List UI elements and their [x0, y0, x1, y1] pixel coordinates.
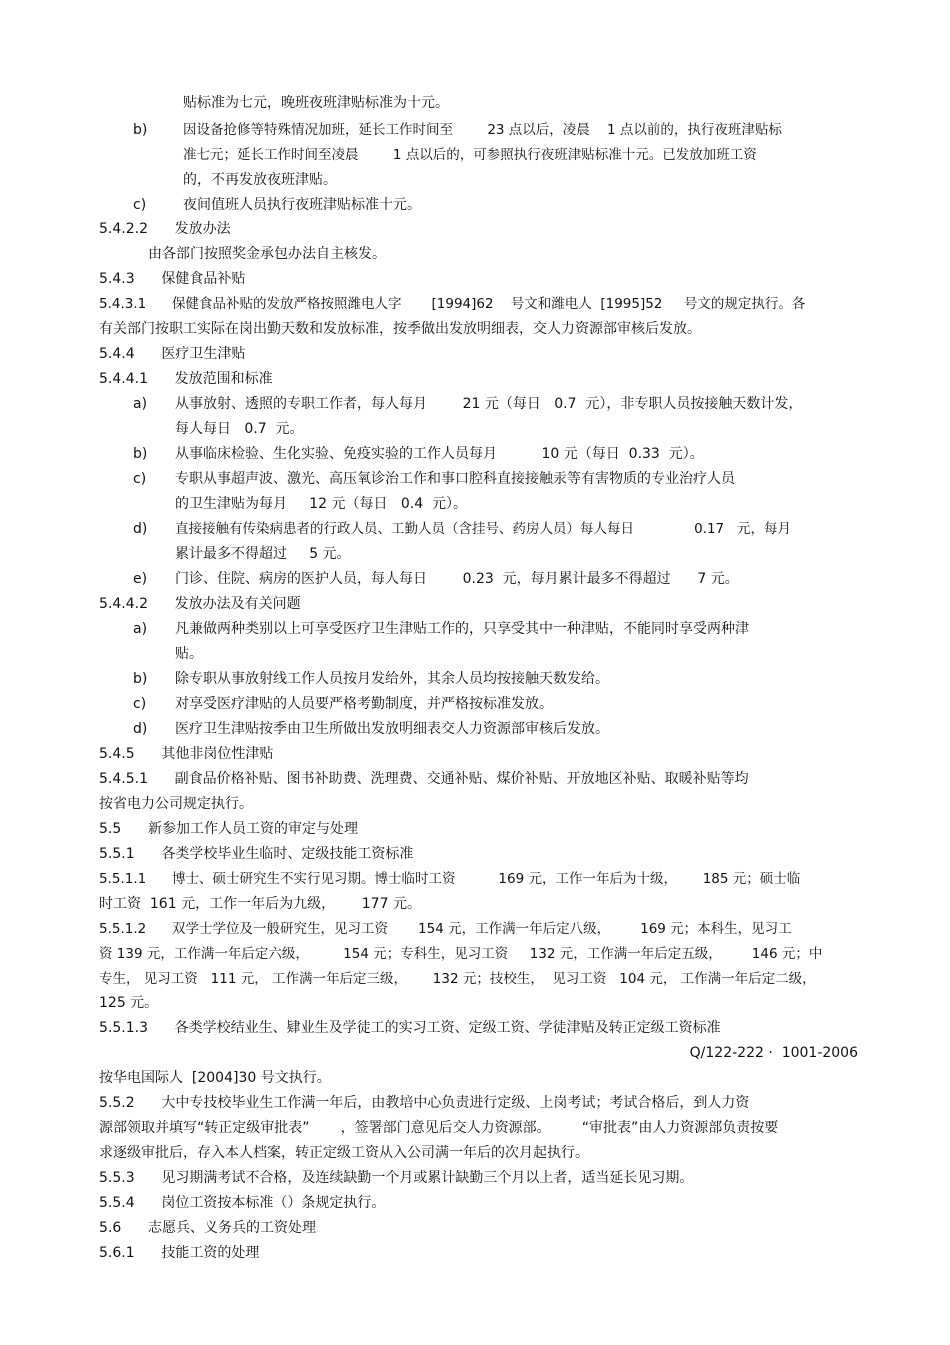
section-heading: 5.5 新参加工作人员工资的审定与处理	[99, 821, 358, 837]
text-line: 直接接触有传染病患者的行政人员、工勤人员（含挂号、药房人员）每人每日 0.17 元，每月	[175, 521, 792, 537]
text-line: 按省电力公司规定执行。	[99, 796, 253, 812]
text-line: 门诊、住院、病房的医护人员，每人每日 0.23 元，每月累计最多不得超过 7 元。	[175, 571, 739, 587]
text-line: 准七元；延长工作时间至凌晨 1 点以后的，可参照执行夜班津贴标准十元。已发放加班工资	[183, 147, 757, 163]
list-marker: d)	[133, 521, 148, 537]
list-marker: b)	[133, 446, 148, 462]
section-heading: 5.5.1 各类学校毕业生临时、定级技能工资标准	[99, 846, 414, 862]
text-line: 除专职从事放射线工作人员按月发给外，其余人员均按接触天数发给。	[175, 671, 609, 687]
text-line: 的，不再发放夜班津贴。	[183, 172, 337, 188]
text-line: 5.5.1.2 双学士学位及一般研究生，见习工资 154 元，工作满一年后定八级， 169 元；本科生，见习工	[99, 921, 792, 937]
list-marker: b)	[133, 671, 148, 687]
list-marker: d)	[133, 721, 148, 737]
list-marker: e)	[133, 571, 148, 587]
list-marker: c)	[133, 696, 147, 712]
text-line: 5.5.3 见习期满考试不合格，及连续缺勤一个月或累计缺勤三个月以上者，适当延长见习期。	[99, 1170, 694, 1186]
text-line: 按华电国际人 [2004]30 号文执行。	[99, 1070, 331, 1086]
section-heading: 5.6.1 技能工资的处理	[99, 1245, 260, 1261]
text-line: 凡兼做两种类别以上可享受医疗卫生津贴工作的，只享受其中一种津贴，不能同时享受两种津	[175, 621, 749, 637]
standard-number: Q/122-222 · 1001-2006	[689, 1045, 858, 1061]
list-marker: a)	[133, 396, 148, 412]
list-marker: c)	[133, 471, 147, 487]
text-line: 累计最多不得超过 5 元。	[175, 546, 351, 562]
text-line: 5.5.4 岗位工资按本标准（）条规定执行。	[99, 1195, 386, 1211]
text-line: 贴标准为七元，晚班夜班津贴标准为十元。	[183, 95, 449, 111]
text-line: 因设备抢修等特殊情况加班，延长工作时间至 23 点以后，凌晨 1 点以前的，执行夜班津贴标	[183, 122, 782, 138]
text-line: 专职从事超声波、激光、高压氧诊治工作和事口腔科直接接触汞等有害物质的专业治疗人员	[175, 471, 735, 487]
text-line: 专生， 见习工资 111 元， 工作满一年后定三级， 132 元；技校生， 见习工资 104 元， 工作满一年后定二级，	[99, 971, 816, 987]
text-line: 5.5.2 大中专技校毕业生工作满一年后，由教培中心负责进行定级、上岗考试；考试合格后，到人力资	[99, 1095, 750, 1111]
text-line: 125 元。	[99, 995, 159, 1011]
section-heading: 5.6 志愿兵、义务兵的工资处理	[99, 1220, 316, 1236]
section-heading: 5.4.5 其他非岗位性津贴	[99, 746, 274, 762]
text-line: 5.4.5.1 副食品价格补贴、图书补助费、洗理费、交通补贴、煤价补贴、开放地区补贴、取暖补贴等均	[99, 771, 749, 787]
text-line: 的卫生津贴为每月 12 元（每日 0.4 元）。	[175, 496, 468, 512]
text-line: 对享受医疗津贴的人员要严格考勤制度，并严格按标准发放。	[175, 696, 553, 712]
text-line: 每人每日 0.7 元。	[175, 421, 304, 437]
section-heading: 5.4.2.2 发放办法	[99, 221, 231, 237]
text-line: 5.5.1.1 博士、硕士研究生不实行见习期。博士临时工资 169 元，工作一年后为十级， 185 元；硕士临	[99, 871, 801, 887]
text-line: 5.4.3.1 保健食品补贴的发放严格按照潍电人字 [1994]62 号文和潍电人 [1995]52 号文的规定执行。各	[99, 296, 806, 312]
text-line: 由各部门按照奖金承包办法自主核发。	[148, 246, 386, 262]
text-line: 有关部门按职工实际在岗出勤天数和发放标准，按季做出发放明细表，交人力资源部审核后发放。	[99, 321, 701, 337]
text-line: 5.5.1.3 各类学校结业生、肄业生及学徒工的实习工资、定级工资、学徒津贴及转正定级工资标准	[99, 1020, 721, 1036]
list-marker: b)	[133, 122, 148, 138]
text-line: 夜间值班人员执行夜班津贴标准十元。	[183, 197, 421, 213]
section-heading: 5.4.4.2 发放办法及有关问题	[99, 596, 301, 612]
list-marker: a)	[133, 621, 148, 637]
text-line: 求逐级审批后，存入本人档案，转正定级工资从入公司满一年后的次月起执行。	[99, 1145, 589, 1161]
text-line: 从事临床检验、生化实验、免疫实验的工作人员每月 10 元（每日 0.33 元）。	[175, 446, 704, 462]
text-line: 医疗卫生津贴按季由卫生所做出发放明细表交人力资源部审核后发放。	[175, 721, 609, 737]
section-heading: 5.4.4 医疗卫生津贴	[99, 346, 246, 362]
list-marker: c)	[133, 197, 147, 213]
text-line: 资 139 元，工作满一年后定六级， 154 元；专科生，见习工资 132 元，工作满一年后定五级， 146 元；中	[99, 946, 823, 962]
text-line: 时工资 161 元，工作一年后为九级， 177 元。	[99, 896, 421, 912]
section-heading: 5.4.4.1 发放范围和标准	[99, 371, 273, 387]
text-line: 源部领取并填写“转正定级审批表” ，签署部门意见后交人力资源部。 “审批表”由人力资源部负责按要	[99, 1120, 779, 1136]
text-line: 贴。	[175, 646, 203, 662]
section-heading: 5.4.3 保健食品补贴	[99, 271, 246, 287]
text-line: 从事放射、透照的专职工作者，每人每月 21 元（每日 0.7 元），非专职人员按接触天数计发，	[175, 396, 803, 412]
